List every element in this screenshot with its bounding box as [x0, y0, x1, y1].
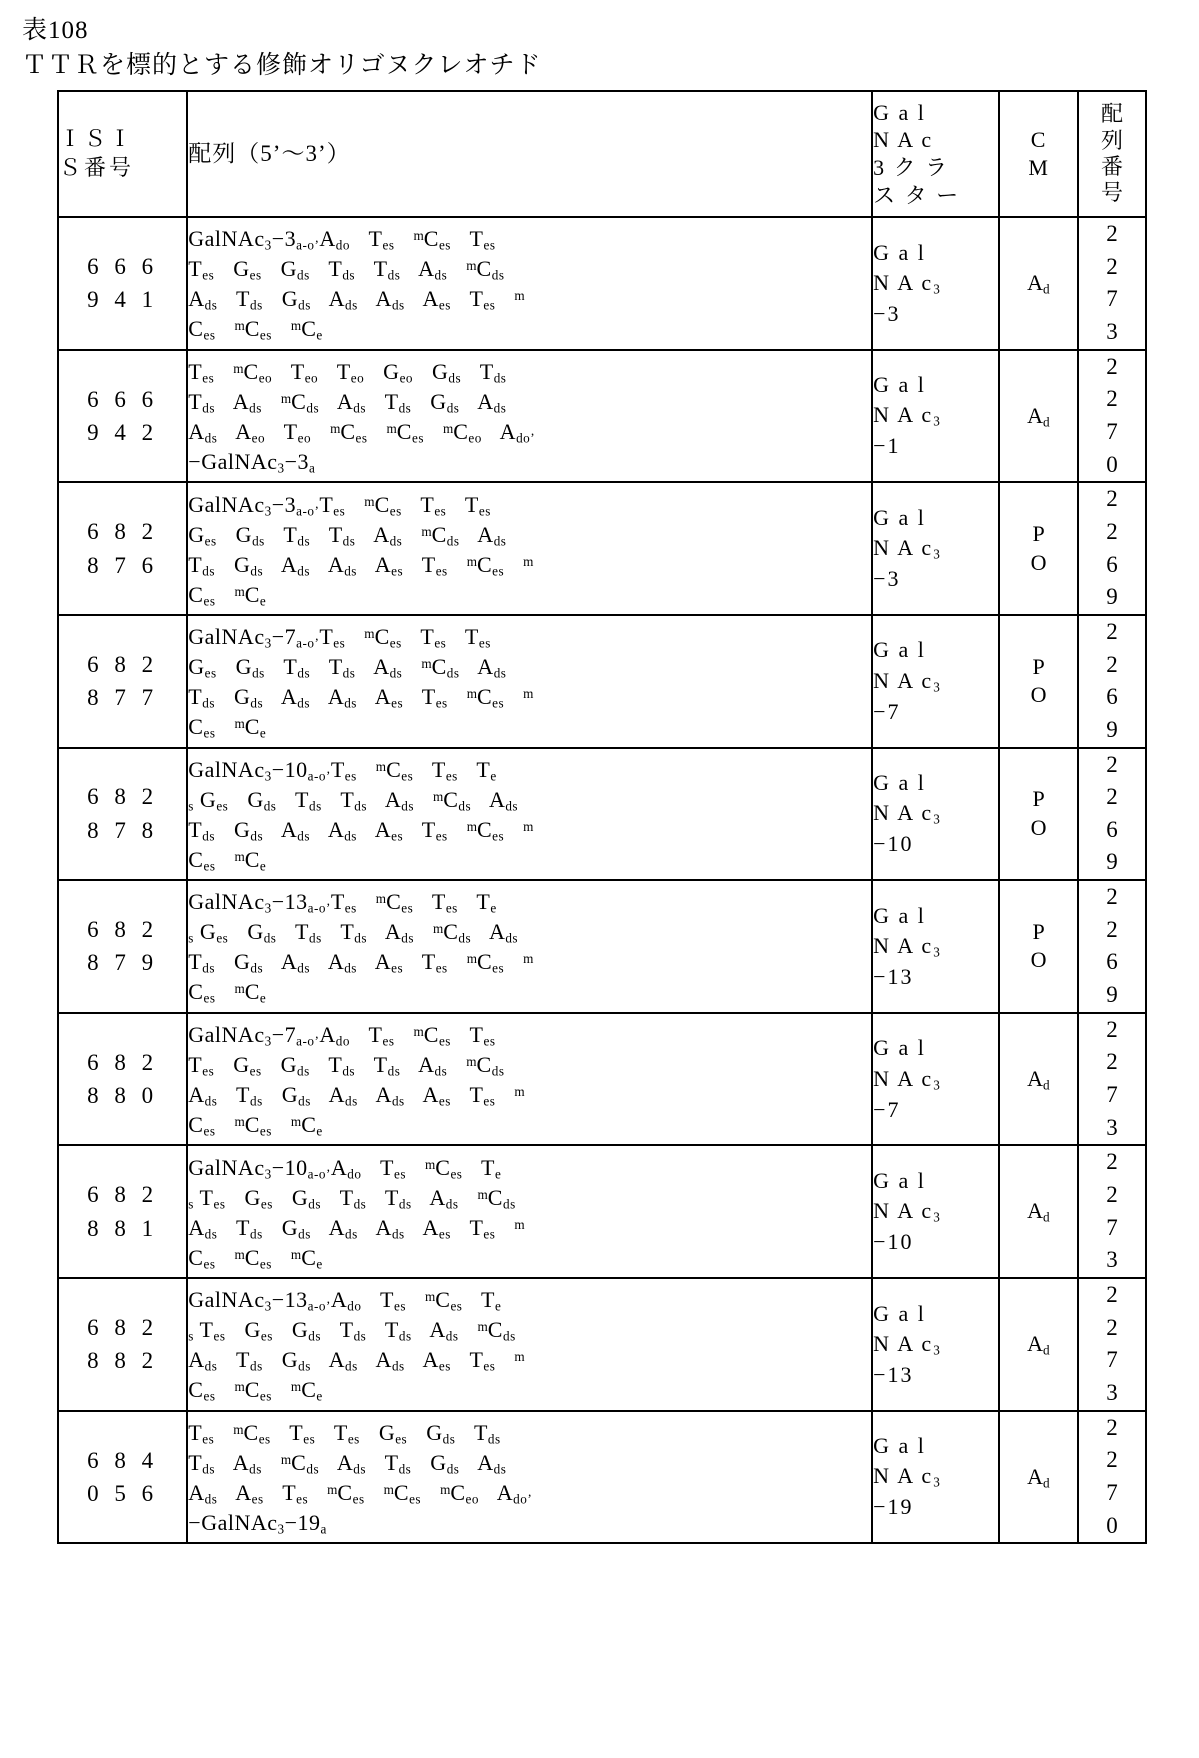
isis-number-cell [58, 1145, 187, 1278]
sequence-line: $G_{es}$ $G_{ds}$ $T_{ds}$ $T_{ds}$ $A_{ds}$ $^mC_{ds}$ $A_{ds}$ [188, 654, 507, 681]
sequence-cell [187, 1411, 872, 1544]
isis-number-line: 8 7 7 [87, 685, 159, 711]
seq-id-cell [1078, 350, 1146, 483]
isis-number-line: 8 7 8 [87, 817, 159, 843]
cm-value-line: O [1030, 549, 1047, 575]
table-row [58, 615, 1146, 748]
sequence-line: $T_{ds}$ $G_{ds}$ $A_{ds}$ $A_{ds}$ $A_{es}$ $T_{es}$ $^mC_{es}$ $^m$ [188, 684, 534, 711]
isis-number-line: 6 8 2 [87, 651, 159, 677]
seq-id-cell [1078, 748, 1146, 881]
seq-id-digit: 2 [1106, 221, 1118, 246]
table-header [58, 91, 1146, 217]
table-number: 表108 [22, 17, 89, 44]
isis-number-line: 0 5 6 [87, 1480, 159, 1506]
galnac-cluster-line: N A $c_3$ [873, 667, 941, 695]
isis-number-line: 6 8 2 [87, 784, 159, 810]
seq-id-digit: 2 [1106, 1447, 1118, 1473]
galnac-cluster-line: −3 [873, 566, 901, 592]
cm-cell [999, 1411, 1078, 1544]
seq-id-digit: 3 [1106, 318, 1118, 344]
seq-id-digit: 2 [1106, 1149, 1118, 1175]
galnac-cluster-cell [872, 482, 999, 615]
sequence-line: $C_{es}$ $^mC_e$ [188, 714, 267, 741]
seq-id-cell [1078, 482, 1146, 615]
column-header-galnac-cluster [872, 91, 999, 217]
seq-id-digit: 2 [1106, 884, 1118, 910]
isis-number-cell [58, 350, 187, 483]
galnac-cluster-line: G a l [873, 902, 926, 928]
seq-id-digit: 2 [1106, 916, 1118, 942]
table-title: ＴＴＲを標的とする修飾オリゴヌクレオチド [22, 52, 542, 79]
isis-number-line: 6 6 6 [87, 386, 159, 412]
isis-number-cell [58, 880, 187, 1013]
seq-id-cell [1078, 217, 1146, 350]
cm-value-line: P [1032, 653, 1045, 679]
seq-id-digit: 2 [1106, 1314, 1118, 1340]
sequence-line: $A_{ds}$ $T_{ds}$ $G_{ds}$ $A_{ds}$ $A_{ds}$ $A_{es}$ $T_{es}$ $^m$ [188, 1082, 525, 1109]
table-row [58, 1013, 1146, 1146]
cm-header-line-1: C [1030, 126, 1047, 152]
galnac-cluster-line: N A $c_3$ [873, 1065, 941, 1093]
isis-number-line: 6 8 4 [87, 1447, 159, 1473]
seq-id-digit: 7 [1106, 1214, 1118, 1240]
seq-id-digit: 6 [1106, 684, 1118, 710]
sequence-line: $C_{es}$ $^mC_{es}$ $^mC_e$ [188, 1244, 323, 1272]
cm-value: $A_d$ [1027, 1330, 1051, 1358]
sequence-line: $_s$ $T_{es}$ $G_{es}$ $G_{ds}$ $T_{ds}$ $T_{ds}$ $A_{ds}$ $^mC_{ds}$ [188, 1184, 516, 1212]
seq-id-digit: 6 [1106, 949, 1118, 975]
isis-number-cell [58, 1013, 187, 1146]
isis-header-line-1: ＩＳＩ [59, 126, 135, 152]
cm-cell [999, 615, 1078, 748]
seq-id-digit: 2 [1106, 618, 1118, 644]
galnac-cluster-line: N A $c_3$ [873, 535, 941, 562]
cm-value: $A_d$ [1027, 1198, 1051, 1225]
cm-cell [999, 748, 1078, 881]
modified-oligonucleotide-table [57, 90, 1147, 1544]
sequence-cell [187, 615, 872, 748]
sequence-line: $C_{es}$ $^mC_e$ [188, 979, 267, 1007]
cm-value: $A_d$ [1027, 1463, 1051, 1491]
seqid-header-line-1: 配 [1101, 101, 1124, 127]
galnac-cluster-cell [872, 217, 999, 350]
sequence-line: $C_{es}$ $^mC_e$ [188, 846, 267, 874]
sequence-line: $C_{es}$ $^mC_{es}$ $^mC_e$ [188, 1377, 323, 1404]
cm-cell [999, 1013, 1078, 1146]
galnac-cluster-cell [872, 880, 999, 1013]
galnac-cluster-line: G a l [873, 1167, 926, 1193]
column-header-cm [999, 91, 1078, 217]
galnac-cluster-line: −10 [873, 831, 914, 857]
sequence-line: $T_{es}$ $G_{es}$ $G_{ds}$ $T_{ds}$ $T_{ds}$ $A_{ds}$ $^mC_{ds}$ [188, 1052, 505, 1079]
seq-id-digit: 9 [1106, 584, 1118, 610]
sequence-line: $T_{ds}$ $A_{ds}$ $^mC_{ds}$ $A_{ds}$ $T_{ds}$ $G_{ds}$ $A_{ds}$ [188, 1449, 507, 1477]
galnac-cluster-line: −10 [873, 1229, 914, 1255]
galnac-cluster-line: G a l [873, 770, 926, 795]
galnac-cluster-line: N A $c_3$ [873, 1463, 941, 1491]
galnac-header-line-2: N A c [873, 127, 934, 153]
isis-number-cell [58, 217, 187, 350]
galnac-cluster-line: −1 [873, 433, 901, 459]
table-row [58, 1145, 1146, 1278]
seq-id-digit: 2 [1106, 651, 1118, 677]
seq-id-digit: 3 [1106, 1379, 1118, 1405]
seq-id-digit: 0 [1106, 451, 1118, 477]
seq-id-digit: 2 [1106, 1282, 1118, 1307]
sequence-line: $GalNAc_3-7_{a-o’}A_{do}$ $T_{es}$ $^mC_{es}$ $T_{es}$ [188, 1022, 496, 1049]
seq-id-cell [1078, 1278, 1146, 1411]
table-row [58, 350, 1146, 483]
galnac-cluster-line: N A $c_3$ [873, 269, 941, 297]
sequence-line: $A_{ds}$ $T_{ds}$ $G_{ds}$ $A_{ds}$ $A_{ds}$ $A_{es}$ $T_{es}$ $^m$ [188, 286, 525, 313]
galnac-cluster-line: G a l [873, 637, 926, 663]
cm-value: $A_d$ [1027, 402, 1051, 430]
seq-id-digit: 6 [1106, 816, 1118, 842]
sequence-line: $_s$ $T_{es}$ $G_{es}$ $G_{ds}$ $T_{ds}$ $T_{ds}$ $A_{ds}$ $^mC_{ds}$ [188, 1317, 516, 1344]
isis-header-line-2: Ｓ番号 [59, 155, 135, 180]
cm-value: $A_d$ [1027, 269, 1051, 297]
isis-number-line: 8 7 6 [87, 552, 159, 578]
isis-number-line: 6 8 2 [87, 1314, 159, 1340]
sequence-cell [187, 880, 872, 1013]
sequence-line: $GalNAc_3-13_{a-o’}A_{do}$ $T_{es}$ $^mC_{es}$ $T_e$ [188, 1287, 502, 1314]
galnac-cluster-cell [872, 615, 999, 748]
isis-number-line: 6 8 2 [87, 1182, 159, 1208]
sequence-line: $T_{es}$ $G_{es}$ $G_{ds}$ $T_{ds}$ $T_{ds}$ $A_{ds}$ $^mC_{ds}$ [188, 256, 505, 283]
sequence-line: $A_{ds}$ $T_{ds}$ $G_{ds}$ $A_{ds}$ $A_{ds}$ $A_{es}$ $T_{es}$ $^m$ [188, 1214, 525, 1242]
sequence-line: $T_{es}$ $^mC_{es}$ $T_{es}$ $T_{es}$ $G_{es}$ $G_{ds}$ $T_{ds}$ [188, 1419, 501, 1447]
galnac-cluster-line: G a l [873, 504, 926, 530]
table-row [58, 482, 1146, 615]
table-row [58, 217, 1146, 350]
seq-id-digit: 7 [1106, 286, 1118, 312]
isis-number-line: 8 8 0 [87, 1083, 159, 1109]
sequence-line: $G_{es}$ $G_{ds}$ $T_{ds}$ $T_{ds}$ $A_{ds}$ $^mC_{ds}$ $A_{ds}$ [188, 521, 507, 549]
sequence-cell [187, 1278, 872, 1411]
cm-cell [999, 880, 1078, 1013]
sequence-line: $C_{es}$ $^mC_{es}$ $^mC_e$ [188, 316, 323, 343]
seq-id-cell [1078, 1411, 1146, 1544]
table-body [58, 217, 1146, 1543]
seqid-header-line-2: 列 [1101, 127, 1124, 153]
table-row [58, 1278, 1146, 1411]
sequence-line: $T_{ds}$ $G_{ds}$ $A_{ds}$ $A_{ds}$ $A_{es}$ $T_{es}$ $^mC_{es}$ $^m$ [188, 551, 534, 579]
galnac-cluster-line: G a l [873, 372, 926, 398]
sequence-line: $A_{ds}$ $T_{ds}$ $G_{ds}$ $A_{ds}$ $A_{ds}$ $A_{es}$ $T_{es}$ $^m$ [188, 1347, 525, 1374]
sequence-line: $C_{es}$ $^mC_e$ [188, 581, 267, 609]
isis-number-line: 8 8 2 [87, 1348, 159, 1374]
cm-value-line: O [1030, 814, 1047, 840]
seq-id-digit: 9 [1106, 849, 1118, 875]
seq-id-digit: 6 [1106, 551, 1118, 577]
cm-cell [999, 217, 1078, 350]
isis-number-line: 9 4 2 [87, 419, 159, 445]
sequence-cell [187, 217, 872, 350]
galnac-cluster-line: N A $c_3$ [873, 1198, 941, 1225]
sequence-line: $-GalNAc_3-19_a$ [188, 1509, 327, 1537]
sequence-line: $T_{ds}$ $G_{ds}$ $A_{ds}$ $A_{ds}$ $A_{es}$ $T_{es}$ $^mC_{es}$ $^m$ [188, 949, 534, 977]
isis-number-cell [58, 482, 187, 615]
galnac-cluster-line: N A $c_3$ [873, 402, 941, 430]
seq-id-digit: 2 [1106, 1049, 1118, 1075]
sequence-cell [187, 350, 872, 483]
galnac-cluster-line: N A $c_3$ [873, 932, 941, 960]
cm-cell [999, 482, 1078, 615]
galnac-header-line-3: 3 ク ラ [873, 155, 950, 180]
isis-number-line: 9 4 1 [87, 287, 159, 313]
sequence-line: $GalNAc_3-10_{a-o’}A_{do}$ $T_{es}$ $^mC_{es}$ $T_e$ [188, 1154, 502, 1182]
isis-number-line: 6 8 2 [87, 1049, 159, 1075]
galnac-cluster-line: G a l [873, 239, 926, 265]
seq-id-digit: 2 [1106, 386, 1118, 412]
seq-id-digit: 3 [1106, 1114, 1118, 1140]
galnac-cluster-line: −7 [873, 1096, 901, 1122]
seq-id-digit: 2 [1106, 518, 1118, 544]
cm-value-line: O [1030, 682, 1047, 708]
sequence-line: $GalNAc_3-7_{a-o’}T_{es}$ $^mC_{es}$ $T_{es}$ $T_{es}$ [188, 624, 491, 651]
galnac-cluster-line: G a l [873, 1035, 926, 1061]
galnac-header-line-4: ス タ ー [873, 182, 961, 208]
sequence-line: $T_{es}$ $^mC_{eo}$ $T_{eo}$ $T_{eo}$ $G_{eo}$ $G_{ds}$ $T_{ds}$ [188, 358, 507, 386]
galnac-cluster-line: G a l [873, 1300, 926, 1326]
isis-number-cell [58, 748, 187, 881]
cm-value: $A_d$ [1027, 1065, 1051, 1093]
sequence-cell [187, 1145, 872, 1278]
galnac-cluster-line: −19 [873, 1494, 914, 1520]
seq-id-digit: 2 [1106, 353, 1118, 379]
sequence-cell [187, 482, 872, 615]
seqid-header-line-3: 番 [1101, 154, 1124, 179]
galnac-cluster-line: N A $c_3$ [873, 800, 941, 828]
seq-id-digit: 2 [1106, 1016, 1118, 1042]
galnac-cluster-cell [872, 350, 999, 483]
sequence-cell [187, 1013, 872, 1146]
table-row [58, 748, 1146, 881]
seq-id-cell [1078, 880, 1146, 1013]
sequence-cell [187, 748, 872, 881]
isis-number-line: 6 8 2 [87, 519, 159, 545]
galnac-cluster-cell [872, 748, 999, 881]
isis-number-line: 8 8 1 [87, 1215, 159, 1241]
sequence-line: $GalNAc_3-3_{a-o’}T_{es}$ $^mC_{es}$ $T_{es}$ $T_{es}$ [188, 491, 491, 519]
galnac-header-line-1: G a l [873, 99, 926, 125]
column-header-sequence: 配列（5’～3’） [187, 91, 872, 217]
galnac-cluster-line: G a l [873, 1433, 926, 1459]
seq-id-digit: 7 [1106, 1479, 1118, 1505]
sequence-line: $-GalNAc_3-3_a$ [188, 448, 316, 476]
sequence-line: $_s$ $G_{es}$ $G_{ds}$ $T_{ds}$ $T_{ds}$ $A_{ds}$ $^mC_{ds}$ $A_{ds}$ [188, 919, 519, 947]
galnac-cluster-line: −3 [873, 300, 901, 326]
sequence-line: $GalNAc_3-3_{a-o’}A_{do}$ $T_{es}$ $^mC_{es}$ $T_{es}$ [188, 226, 496, 253]
sequence-line: $A_{ds}$ $A_{es}$ $T_{es}$ $^mC_{es}$ $^mC_{es}$ $^mC_{eo}$ $A_{do’}$ [188, 1479, 533, 1507]
galnac-cluster-line: −13 [873, 1361, 914, 1387]
cm-value-line: P [1032, 786, 1045, 812]
sequence-line: $GalNAc_3-13_{a-o’}T_{es}$ $^mC_{es}$ $T_{es}$ $T_e$ [188, 889, 497, 917]
cm-cell [999, 350, 1078, 483]
isis-number-cell [58, 1278, 187, 1411]
seq-id-cell [1078, 1145, 1146, 1278]
sequence-line: $GalNAc_3-10_{a-o’}T_{es}$ $^mC_{es}$ $T_{es}$ $T_e$ [188, 756, 497, 784]
seq-id-digit: 2 [1106, 1182, 1118, 1208]
table-row [58, 1411, 1146, 1544]
sequence-line: $_s$ $G_{es}$ $G_{ds}$ $T_{ds}$ $T_{ds}$ $A_{ds}$ $^mC_{ds}$ $A_{ds}$ [188, 786, 519, 814]
seq-id-digit: 2 [1106, 253, 1118, 279]
column-header-seq-id [1078, 91, 1146, 217]
galnac-cluster-line: −7 [873, 698, 901, 724]
seq-id-digit: 0 [1106, 1512, 1118, 1538]
seq-id-digit: 2 [1106, 486, 1118, 512]
seq-id-digit: 7 [1106, 1082, 1118, 1108]
cm-value-line: P [1032, 918, 1045, 944]
isis-number-line: 8 7 9 [87, 950, 159, 976]
cm-value-line: O [1030, 947, 1047, 973]
header-row [58, 91, 1146, 217]
seq-id-digit: 2 [1106, 1414, 1118, 1440]
seq-id-digit: 9 [1106, 716, 1118, 742]
sequence-line: $T_{ds}$ $A_{ds}$ $^mC_{ds}$ $A_{ds}$ $T_{ds}$ $G_{ds}$ $A_{ds}$ [188, 388, 507, 416]
seq-id-digit: 9 [1106, 982, 1118, 1008]
isis-number-line: 6 8 2 [87, 917, 159, 943]
galnac-cluster-line: N A $c_3$ [873, 1330, 941, 1358]
galnac-cluster-cell [872, 1145, 999, 1278]
seq-id-digit: 7 [1106, 1347, 1118, 1373]
seq-id-digit: 3 [1106, 1247, 1118, 1273]
galnac-cluster-line: −13 [873, 963, 914, 989]
galnac-cluster-cell [872, 1411, 999, 1544]
sequence-line: $T_{ds}$ $G_{ds}$ $A_{ds}$ $A_{ds}$ $A_{es}$ $T_{es}$ $^mC_{es}$ $^m$ [188, 816, 534, 844]
seqid-header-line-4: 号 [1101, 180, 1124, 206]
isis-number-line: 6 6 6 [87, 253, 159, 279]
cm-value-line: P [1032, 520, 1045, 546]
seq-id-digit: 2 [1106, 784, 1118, 810]
seq-id-cell [1078, 1013, 1146, 1146]
cm-cell [999, 1145, 1078, 1278]
isis-number-cell [58, 1411, 187, 1544]
galnac-cluster-cell [872, 1013, 999, 1146]
sequence-line: $A_{ds}$ $A_{eo}$ $T_{eo}$ $^mC_{es}$ $^mC_{es}$ $^mC_{eo}$ $A_{do’}$ [188, 418, 536, 446]
seq-id-digit: 7 [1106, 418, 1118, 444]
seq-id-cell [1078, 615, 1146, 748]
column-header-isis-number [58, 91, 187, 217]
galnac-cluster-cell [872, 1278, 999, 1411]
seq-id-digit: 2 [1106, 751, 1118, 777]
cm-header-line-2: M [1028, 155, 1049, 180]
cm-cell [999, 1278, 1078, 1411]
isis-number-cell [58, 615, 187, 748]
table-row [58, 880, 1146, 1013]
sequence-line: $C_{es}$ $^mC_{es}$ $^mC_e$ [188, 1112, 323, 1139]
